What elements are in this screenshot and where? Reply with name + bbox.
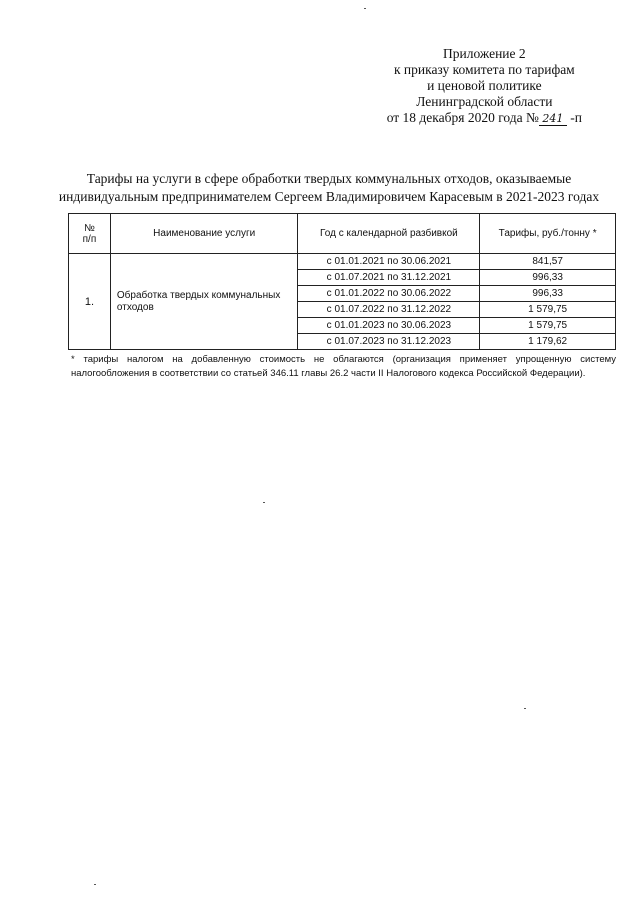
appendix-title: Приложение 2 [443,46,526,61]
document-title-line-2: индивидуальным предпринимателем Сергеем Владимировичем Карасевым в 2021-2023 годах [58,189,600,204]
tariff-cell: 1 579,75 [480,318,616,334]
row-number: 1. [69,254,111,350]
service-name: Обработка твердых коммунальных отходов [110,254,298,350]
document-title-line-1: Тарифы на услуги в сфере обработки твердых коммунальных отходов, оказываемые [86,171,572,186]
table-row [69,254,616,270]
scan-speck [524,708,526,709]
vat-footnote: * тарифы налогом на добавленную стоимость не облагаются (организация применяет упрощенную систему налогообложения в соответствии со статьей 346.11 главы 26.2 части II Налогового кодекса Российской Федерации). [71,354,616,379]
tariff-cell: 1 579,75 [480,302,616,318]
scan-speck [94,884,96,885]
header-tariff: Тарифы, руб./тонну * [480,214,616,254]
appendix-date: от 18 декабря 2020 года № [386,110,539,125]
period-cell: с 01.01.2021 по 30.06.2021 [298,254,480,270]
scan-speck [263,502,265,503]
order-number: 241 [539,113,567,126]
appendix-order-reference: к приказу комитета по тарифам [393,62,575,77]
scan-speck [364,8,366,9]
period-cell: с 01.01.2023 по 30.06.2023 [298,318,480,334]
period-cell: с 01.07.2021 по 31.12.2021 [298,270,480,286]
order-suffix: -п [570,110,582,125]
header-service: Наименование услуги [110,214,298,254]
header-num: № п/п [69,214,111,254]
tariff-cell: 841,57 [480,254,616,270]
appendix-committee-line: и ценовой политике [427,78,542,93]
tariff-cell: 996,33 [480,270,616,286]
tariff-cell: 996,33 [480,286,616,302]
appendix-header [387,46,582,126]
period-cell: с 01.01.2022 по 30.06.2022 [298,286,480,302]
tariff-table [68,213,616,350]
document-title [40,170,618,206]
tariff-cell: 1 179,62 [480,334,616,350]
appendix-date-line [387,110,582,126]
table-header-row [69,214,616,254]
period-cell: с 01.07.2023 по 31.12.2023 [298,334,480,350]
appendix-region: Ленинградской области [416,94,553,109]
header-period: Год с календарной разбивкой [298,214,480,254]
period-cell: с 01.07.2022 по 31.12.2022 [298,302,480,318]
